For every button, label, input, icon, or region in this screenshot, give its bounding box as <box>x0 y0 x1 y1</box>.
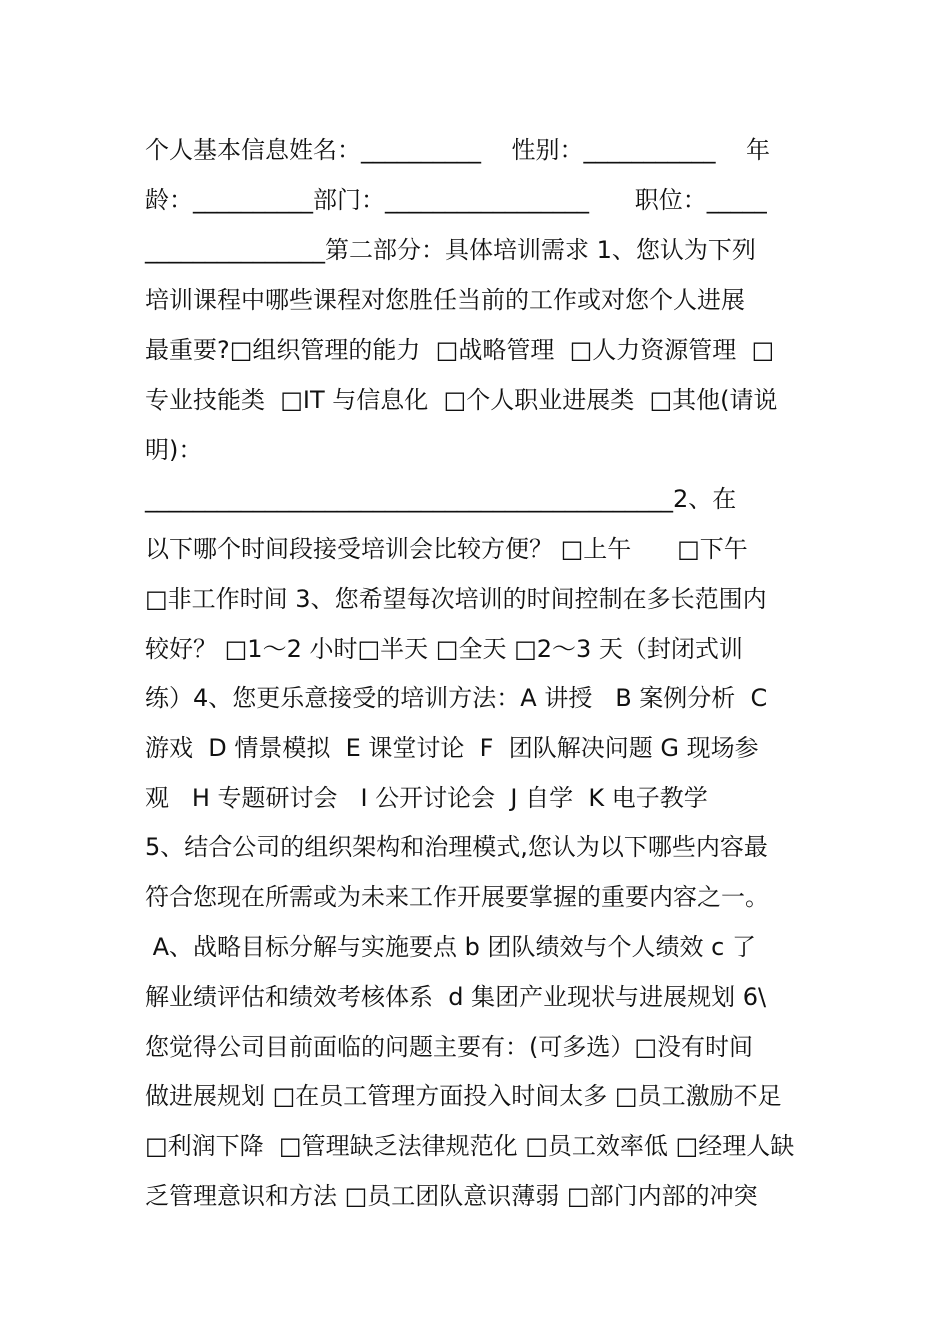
text-line: 以下哪个时间段接受培训会比较方便？ □上午 □下午 <box>145 535 748 563</box>
text-line: 符合您现在所需或为未来工作开展要掌握的重要内容之一。 <box>145 883 769 911</box>
text-line: 培训课程中哪些课程对您胜任当前的工作或对您个人进展 <box>145 286 745 314</box>
text-line: ____________________________________________2、在 <box>145 485 737 513</box>
text-line: 您觉得公司目前面临的问题主要有：(可多选）□没有时间 <box>145 1033 754 1061</box>
text-line: 练）4、您更乐意接受的培训方法：A 讲授 B 案例分析 C <box>145 684 768 712</box>
text-line: 游戏 D 情景模拟 E 课堂讨论 F 团队解决问题 G 现场参 <box>145 734 759 762</box>
text-line: 观 H 专题研讨会 I 公开讨论会 J 自学 K 电子教学 <box>145 784 708 812</box>
text-line: 5、结合公司的组织架构和治理模式,您认为以下哪些内容最 <box>145 833 768 861</box>
text-line: 做进展规划 □在员工管理方面投入时间太多 □员工激励不足 <box>145 1082 782 1110</box>
text-line: 龄：__________部门：_________________ 职位：_____ <box>145 186 767 214</box>
text-line: 个人基本信息姓名：__________ 性别：___________ 年 <box>145 136 771 164</box>
text-line: _______________第二部分：具体培训需求 1、您认为下列 <box>145 236 756 264</box>
text-line: □利润下降 □管理缺乏法律规范化 □员工效率低 □经理人缺 <box>145 1132 795 1160</box>
text-line: 解业绩评估和绩效考核体系 d 集团产业现状与进展规划 6\ <box>145 983 767 1011</box>
text-line: 明)： <box>145 436 203 464</box>
text-line: □非工作时间 3、您希望每次培训的时间控制在多长范围内 <box>145 585 767 613</box>
text-line: 较好？ □1～2 小时□半天 □全天 □2～3 天（封闭式训 <box>145 635 743 663</box>
text-line: A、战略目标分解与实施要点 b 团队绩效与个人绩效 c 了 <box>145 933 756 961</box>
text-line: 专业技能类 □IT 与信息化 □个人职业进展类 □其他(请说 <box>145 386 778 414</box>
text-line: 最重要?□组织管理的能力 □战略管理 □人力资源管理 □ <box>145 336 775 364</box>
text-line: 乏管理意识和方法 □员工团队意识薄弱 □部门内部的冲突 <box>145 1182 758 1210</box>
